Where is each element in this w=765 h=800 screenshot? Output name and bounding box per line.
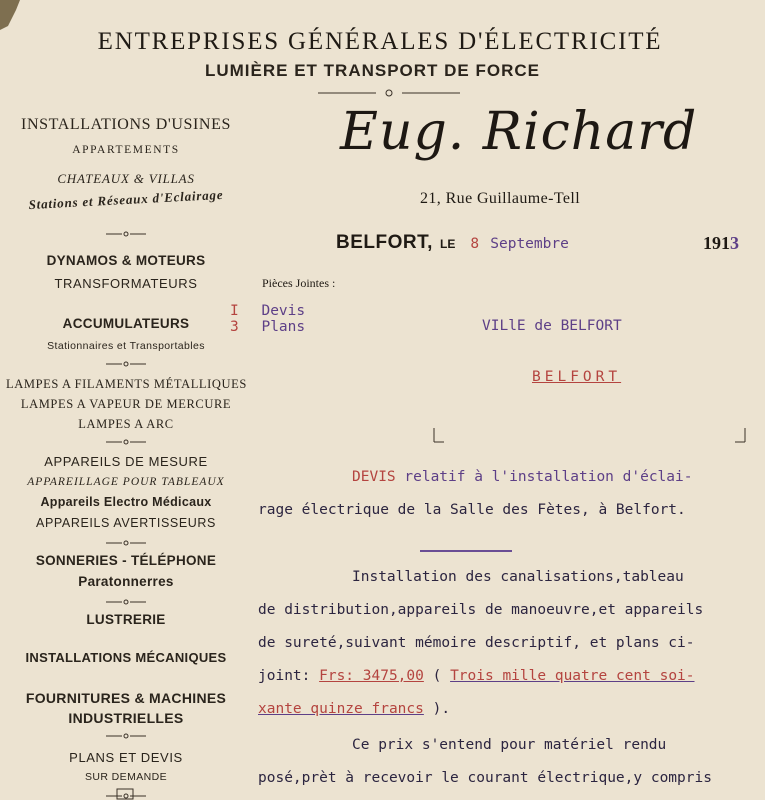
service-item: LUSTRERIE [86, 612, 166, 627]
subject-text: relatif à l'installation d'éclai- [395, 469, 693, 485]
pieces-jointes-title: Pièces Jointes : [262, 276, 336, 290]
separator-line [420, 550, 512, 552]
service-item: DYNAMOS & MOTEURS [46, 253, 206, 268]
paragraph-line: posé,prèt à recevoir le courant électrique,y compris [258, 770, 712, 786]
company-name: ENTREPRISES GÉNÉRALES D'ÉLECTRICITÉ [97, 28, 663, 55]
service-item: TRANSFORMATEURS [54, 276, 198, 291]
service-item: INDUSTRIELLES [68, 710, 184, 726]
service-item: INSTALLATIONS D'USINES [21, 116, 231, 133]
pj-qty: I [230, 303, 239, 319]
date-year-prefix: 191 [703, 233, 730, 253]
pj-label: Plans [261, 319, 306, 335]
date-le: LE [439, 237, 456, 251]
service-item: Stations et Réseaux d'Eclairage [28, 186, 224, 213]
header-ornament-icon [318, 88, 460, 98]
service-item: LAMPES A ARC [78, 417, 174, 431]
date-line [336, 232, 746, 254]
paren-open: ( [423, 668, 451, 684]
service-item: Stationnaires et Transportables [47, 340, 205, 352]
divider-ornament-icon [106, 438, 146, 446]
divider-ornament-icon [106, 230, 146, 238]
divider-ornament-icon [106, 598, 146, 606]
fold-mark-icon [432, 428, 444, 444]
address: 21, Rue Guillaume-Tell [420, 190, 581, 207]
date-month: Septembre [490, 236, 569, 252]
company-subtitle: LUMIÈRE ET TRANSPORT DE FORCE [204, 61, 540, 80]
paragraph-line: de sureté,suivant mémoire descriptif, et plans ci- [258, 635, 695, 651]
pieces-jointes-item [230, 319, 305, 335]
service-item: ACCUMULATEURS [62, 316, 190, 331]
amount: Frs: 3475,00 [319, 668, 424, 684]
service-item: SONNERIES - TÉLÉPHONE [35, 553, 217, 568]
paragraph-line [258, 668, 695, 684]
date-city: BELFORT, [336, 232, 433, 253]
pj-label: Devis [261, 303, 306, 319]
subject-devis: DEVIS [352, 469, 396, 485]
recipient-city: BELFORT [532, 369, 622, 385]
paragraph-line: Ce prix s'entend pour matériel rendu [352, 737, 667, 753]
divider-ornament-icon [106, 360, 146, 368]
bottom-seal-icon [116, 788, 134, 800]
divider-ornament-icon [106, 539, 146, 547]
service-item: Paratonnerres [78, 574, 174, 589]
service-item: LAMPES A FILAMENTS MÉTALLIQUES [6, 377, 247, 391]
paren-close: ). [423, 701, 451, 717]
amount-words-end: xante quinze francs [258, 701, 424, 717]
date-year [703, 233, 739, 254]
subject-line-2: rage électrique de la Salle des Fètes, à Belfort. [258, 502, 686, 518]
joint-text: joint: [258, 668, 320, 684]
owner-signature: Eug. Richard [340, 102, 698, 162]
subject-line-1 [352, 469, 692, 485]
paragraph-line: de distribution,appareils de manoeuvre,et appareils [258, 602, 704, 618]
paragraph-line [258, 701, 450, 717]
date-day: 8 [470, 236, 480, 252]
divider-ornament-icon [106, 732, 146, 740]
paragraph-line: Installation des canalisations,tableau [352, 569, 684, 585]
service-item: APPAREILS DE MESURE [44, 454, 208, 469]
service-item: Appareils Electro Médicaux [40, 495, 212, 509]
service-item: SUR DEMANDE [85, 771, 167, 783]
service-item: INSTALLATIONS MÉCANIQUES [25, 650, 227, 665]
service-item: FOURNITURES & MACHINES [25, 690, 227, 706]
service-item: LAMPES A VAPEUR DE MERCURE [20, 397, 232, 411]
corner-stain-icon [0, 0, 22, 30]
service-item: APPARTEMENTS [72, 144, 180, 156]
service-item: APPAREILS AVERTISSEURS [36, 516, 216, 530]
date-year-last: 3 [730, 233, 739, 253]
amount-words: Trois mille quatre cent soi- [450, 668, 695, 684]
pj-qty: 3 [230, 319, 239, 335]
service-item: PLANS ET DEVIS [69, 750, 183, 765]
recipient-name: VILlE de BELFORT [482, 318, 622, 334]
fold-mark-icon [735, 428, 747, 444]
service-item: APPAREILLAGE POUR TABLEAUX [27, 476, 225, 488]
pieces-jointes-item [230, 303, 305, 319]
service-item: CHATEAUX & VILLAS [57, 171, 195, 186]
